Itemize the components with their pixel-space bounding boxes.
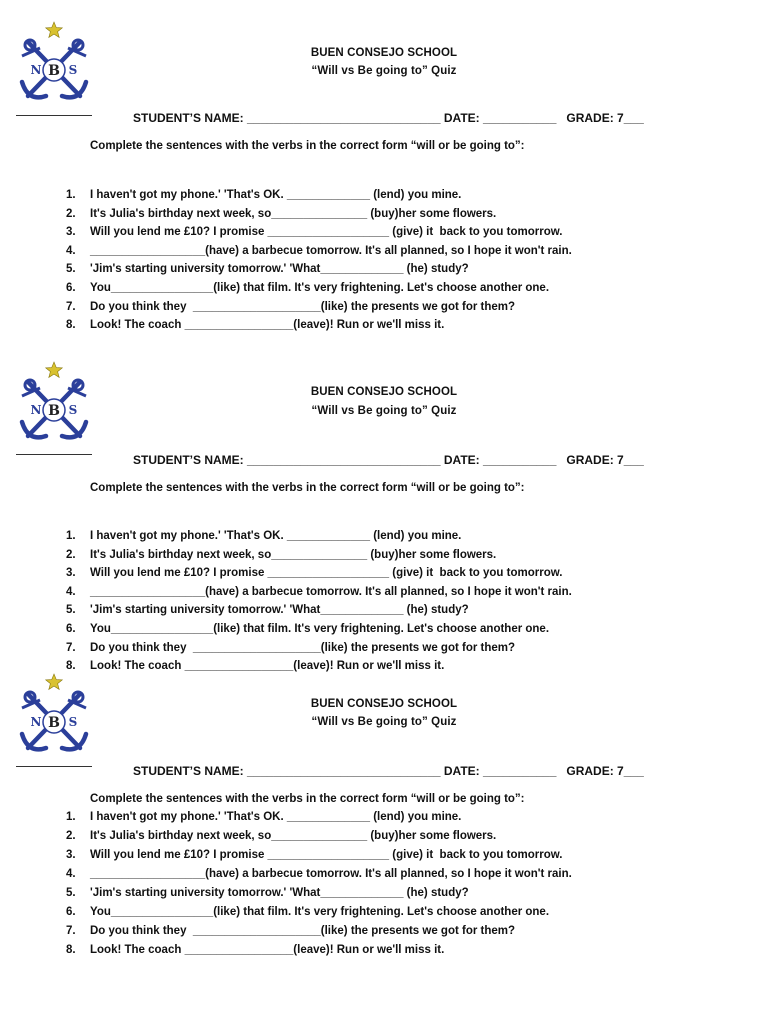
question-number: 2. — [66, 548, 76, 561]
svg-text:S: S — [68, 715, 78, 729]
school-logo — [16, 18, 92, 108]
question-number: 6. — [66, 906, 76, 918]
question-list — [0, 527, 572, 676]
question-number: 3. — [66, 849, 76, 861]
question-text: You________________(like) that film. It's very frightening. Let's choose another one. — [90, 622, 550, 635]
instructions: Complete the sentences with the verbs in the correct form “will or be going to”: — [90, 482, 525, 494]
anchor-crest-icon — [16, 358, 92, 448]
svg-text:S: S — [68, 63, 78, 77]
logo-underline — [16, 115, 92, 116]
question-number: 1. — [66, 189, 76, 201]
question-text: __________________(have) a barbecue tomorrow. It's all planned, so I hope it won't rain. — [90, 585, 572, 598]
question-number: 4. — [66, 244, 76, 257]
question-number: 3. — [66, 567, 76, 580]
question-text: Do you think they ____________________(like) the presents we got for them? — [90, 300, 516, 313]
question-number: 8. — [66, 944, 76, 956]
question-item[interactable] — [0, 884, 572, 903]
question-number: 6. — [66, 622, 76, 635]
question-list — [0, 186, 572, 335]
question-text: __________________(have) a barbecue tomorrow. It's all planned, so I hope it won't rain. — [90, 868, 572, 880]
question-text: It's Julia's birthday next week, so_______________ (buy)her some flowers. — [90, 548, 497, 561]
svg-text:N: N — [30, 403, 42, 417]
school-logo — [16, 358, 92, 448]
question-text: 'Jim's starting university tomorrow.' 'What_____________ (he) study? — [90, 604, 469, 617]
question-number: 1. — [66, 811, 76, 823]
question-item[interactable] — [0, 242, 572, 261]
question-item[interactable] — [0, 298, 572, 317]
question-text: Look! The coach _________________(leave)! Run or we'll miss it. — [90, 660, 445, 673]
svg-text:B: B — [48, 63, 60, 79]
question-text: 'Jim's starting university tomorrow.' 'What_____________ (he) study? — [90, 263, 469, 276]
question-number: 7. — [66, 300, 76, 313]
question-number: 5. — [66, 604, 76, 617]
school-name: BUEN CONSEJO SCHOOL — [310, 47, 458, 59]
student-info-line[interactable]: STUDENT’S NAME: _____________________________ DATE: ___________ GRADE: 7___ — [133, 764, 644, 778]
question-item[interactable] — [0, 865, 572, 884]
question-list — [0, 808, 572, 960]
question-item[interactable] — [0, 827, 572, 846]
question-item[interactable] — [0, 186, 572, 205]
question-text: Look! The coach _________________(leave)! Run or we'll miss it. — [90, 944, 445, 956]
question-number: 4. — [66, 585, 76, 598]
question-number: 7. — [66, 641, 76, 654]
student-info-line[interactable]: STUDENT’S NAME: _____________________________ DATE: ___________ GRADE: 7___ — [133, 111, 644, 125]
svg-text:S: S — [68, 403, 78, 417]
question-number: 7. — [66, 925, 76, 937]
question-item[interactable] — [0, 941, 572, 960]
instructions: Complete the sentences with the verbs in the correct form “will or be going to”: — [90, 793, 525, 805]
question-text: I haven't got my phone.' 'That's OK. _____________ (lend) you mine. — [90, 189, 462, 201]
quiz-title: “Will vs Be going to” Quiz — [311, 65, 457, 77]
svg-text:N: N — [30, 715, 42, 729]
question-number: 4. — [66, 868, 76, 880]
question-item[interactable] — [0, 583, 572, 602]
question-item[interactable] — [0, 846, 572, 865]
instructions: Complete the sentences with the verbs in the correct form “will or be going to”: — [90, 140, 525, 152]
question-number: 5. — [66, 263, 76, 276]
student-info-line[interactable]: STUDENT’S NAME: _____________________________ DATE: ___________ GRADE: 7___ — [133, 453, 644, 467]
quiz-title: “Will vs Be going to” Quiz — [311, 405, 457, 417]
question-text: You________________(like) that film. It's very frightening. Let's choose another one. — [90, 906, 550, 918]
question-item[interactable] — [0, 546, 572, 565]
logo-underline — [16, 766, 92, 767]
svg-text:B: B — [48, 715, 60, 731]
question-text: Will you lend me £10? I promise ___________________ (give) it back to you tomorrow. — [90, 849, 563, 861]
question-text: It's Julia's birthday next week, so_______________ (buy)her some flowers. — [90, 830, 497, 842]
question-item[interactable] — [0, 922, 572, 941]
question-item[interactable] — [0, 903, 572, 922]
question-text: __________________(have) a barbecue tomorrow. It's all planned, so I hope it won't rain. — [90, 244, 572, 257]
question-number: 3. — [66, 226, 76, 239]
question-number: 2. — [66, 207, 76, 220]
question-item[interactable] — [0, 639, 572, 658]
question-item[interactable] — [0, 223, 572, 242]
question-item[interactable] — [0, 601, 572, 620]
question-number: 6. — [66, 281, 76, 294]
question-text: Will you lend me £10? I promise ___________________ (give) it back to you tomorrow. — [90, 226, 563, 239]
school-name: BUEN CONSEJO SCHOOL — [310, 386, 458, 398]
question-item[interactable] — [0, 205, 572, 224]
question-item[interactable] — [0, 527, 572, 546]
question-text: Do you think they ____________________(like) the presents we got for them? — [90, 925, 516, 937]
question-number: 1. — [66, 530, 76, 542]
question-text: Do you think they ____________________(like) the presents we got for them? — [90, 641, 516, 654]
question-text: Will you lend me £10? I promise ___________________ (give) it back to you tomorrow. — [90, 567, 563, 580]
question-number: 5. — [66, 887, 76, 899]
school-name: BUEN CONSEJO SCHOOL — [310, 698, 458, 710]
svg-text:B: B — [48, 403, 60, 419]
question-number: 8. — [66, 319, 76, 332]
school-logo — [16, 670, 92, 760]
svg-text:N: N — [30, 63, 42, 77]
quiz-title: “Will vs Be going to” Quiz — [311, 716, 457, 728]
question-item[interactable] — [0, 620, 572, 639]
question-text: Look! The coach _________________(leave)! Run or we'll miss it. — [90, 319, 445, 332]
question-text: 'Jim's starting university tomorrow.' 'What_____________ (he) study? — [90, 887, 469, 899]
question-item[interactable] — [0, 260, 572, 279]
question-text: I haven't got my phone.' 'That's OK. _____________ (lend) you mine. — [90, 530, 462, 542]
question-text: You________________(like) that film. It's very frightening. Let's choose another one. — [90, 281, 550, 294]
question-item[interactable] — [0, 316, 572, 335]
question-item[interactable] — [0, 279, 572, 298]
anchor-crest-icon — [16, 18, 92, 108]
question-number: 8. — [66, 660, 76, 673]
question-number: 2. — [66, 830, 76, 842]
anchor-crest-icon — [16, 670, 92, 760]
question-item[interactable] — [0, 808, 572, 827]
question-text: I haven't got my phone.' 'That's OK. _____________ (lend) you mine. — [90, 811, 462, 823]
logo-underline — [16, 454, 92, 455]
question-text: It's Julia's birthday next week, so_______________ (buy)her some flowers. — [90, 207, 497, 220]
question-item[interactable] — [0, 564, 572, 583]
